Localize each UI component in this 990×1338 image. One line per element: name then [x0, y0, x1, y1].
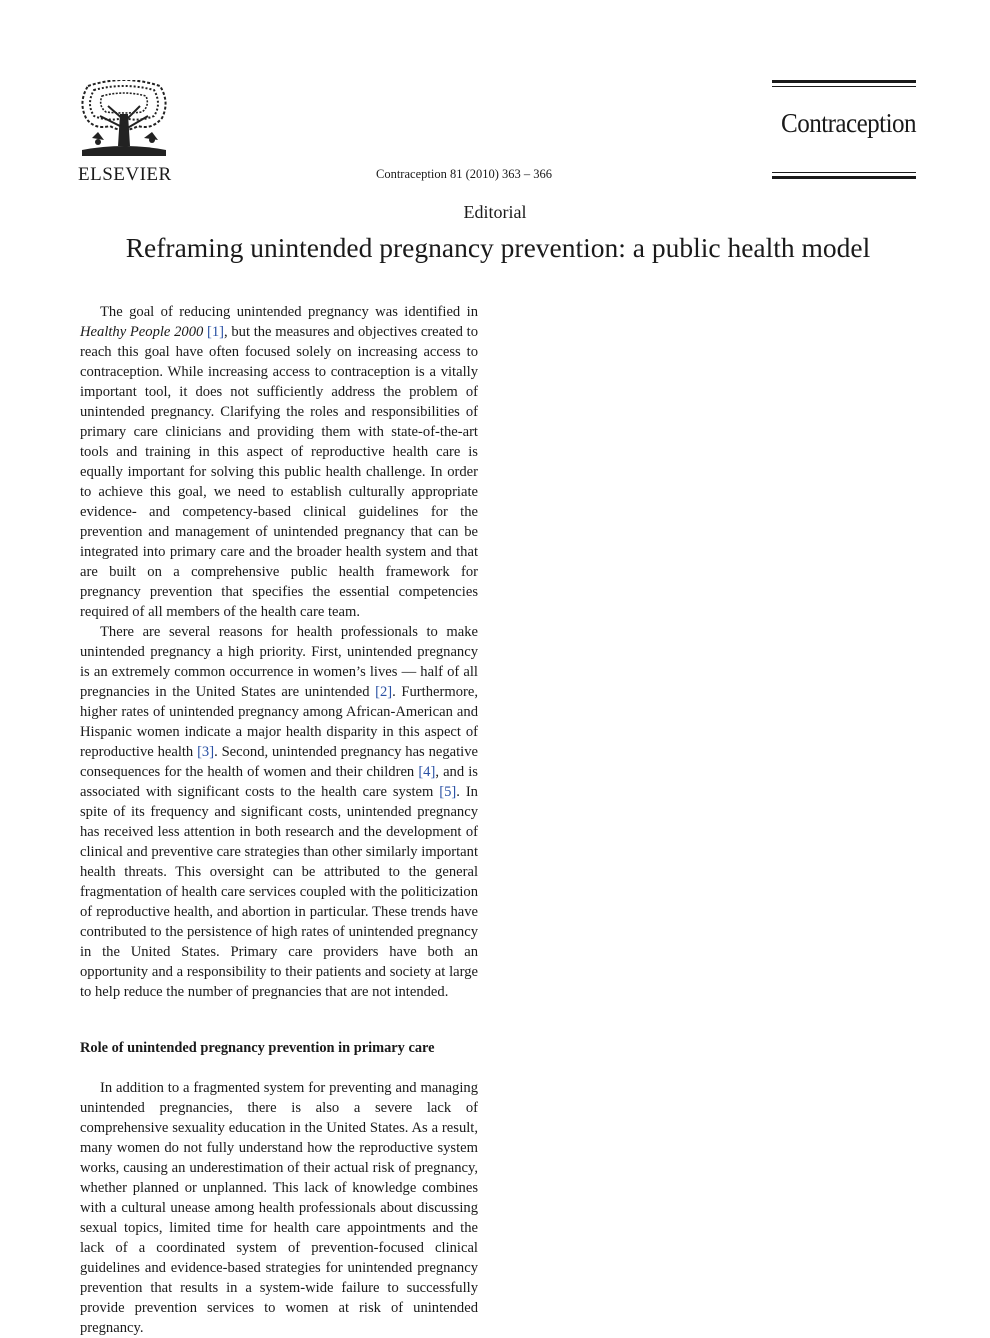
- journal-citation: Contraception 81 (2010) 363 – 366: [376, 167, 553, 181]
- tree-logo-icon: [78, 80, 170, 162]
- elsevier-logo: [78, 80, 170, 186]
- reference-link[interactable]: [1]: [207, 324, 225, 340]
- journal-title: Contraception: [781, 108, 916, 138]
- italic-title: Healthy People 2000: [80, 324, 204, 340]
- reference-link[interactable]: [5]: [439, 784, 457, 800]
- article-type: Editorial: [463, 202, 527, 222]
- section-heading: Role of unintended pregnancy prevention in primary care: [80, 1040, 435, 1056]
- publisher-name: ELSEVIER: [78, 164, 172, 185]
- reference-link[interactable]: [2]: [375, 684, 393, 700]
- article-title: Reframing unintended pregnancy prevention: a public health model: [125, 232, 871, 263]
- reference-link[interactable]: [4]: [418, 764, 436, 780]
- right-column-flow: [518, 302, 916, 1182]
- paragraph-reasons: There are several reasons for health professionals to make unintended pregnancy a high priority. First, unintended pregnancy is an extremely common occurrence in women’s lives — half of all pregnancies in the United States are unintended [2]. Furthermore, higher rates of unintended pregnancy among African-American and Hispanic women indicate a major health disparity in this aspect of reproductive health [3]. Second, unintended pregnancy has negative consequences for the health of women and their children [4], and is associated with significant costs to the health care system [5]. In spite of its frequency and significant costs, unintended pregnancy has received less attention in both research and the development of clinical and preventive care strategies than other similarly important health threats. This oversight can be attributed to the general fragmentation of health care services coupled with the politicization of reproductive health, and abortion in particular. These trends have contributed to the persistence of high rates of unintended pregnancy in the United States. Primary care providers have both an opportunity and a responsibility to their patients and society at large to help reduce the number of pregnancies that are not intended.: [80, 624, 478, 1000]
- left-column: [80, 302, 478, 1338]
- paragraph-role: In addition to a fragmented system for preventing and managing unintended pregnancies, there is also a severe lack of comprehensive sexuality education in the United States. As a result, many women do not fully understand how the reproductive system works, causing an underestimation of their actual risk of pregnancy, whether planned or unplanned. This lack of knowledge combines with a cultural unease among health professionals about discussing sexual topics, limited time for health care appointments and the lack of a coordinated system of prevention-focused clinical guidelines and evidence-based strategies for unintended pregnancy prevention that results in a system-wide failure to successfully provide prevention services to women at risk of unintended pregnancy.: [80, 1080, 478, 1336]
- reference-link[interactable]: [3]: [197, 744, 215, 760]
- paragraph-intro: The goal of reducing unintended pregnancy was identified in Healthy People 2000 [1], but the measures and objectives created to reach this goal have often focused solely on increasing access to contraception. While increasing access to contraception is a vitally important tool, it does not sufficiently address the problem of unintended pregnancy. Clarifying the roles and responsibilities of primary care clinicians and providing them with state-of-the-art tools and training in this aspect of reproductive health care is equally important for solving this public health challenge. In order to achieve this goal, we need to establish culturally appropriate evidence- and competency-based clinical guidelines for the prevention and management of unintended pregnancy that can be integrated into primary care and the broader health system and that are built on a comprehensive public health framework for pregnancy prevention that specifies the essential competencies required of all members of the health care team.: [80, 304, 478, 620]
